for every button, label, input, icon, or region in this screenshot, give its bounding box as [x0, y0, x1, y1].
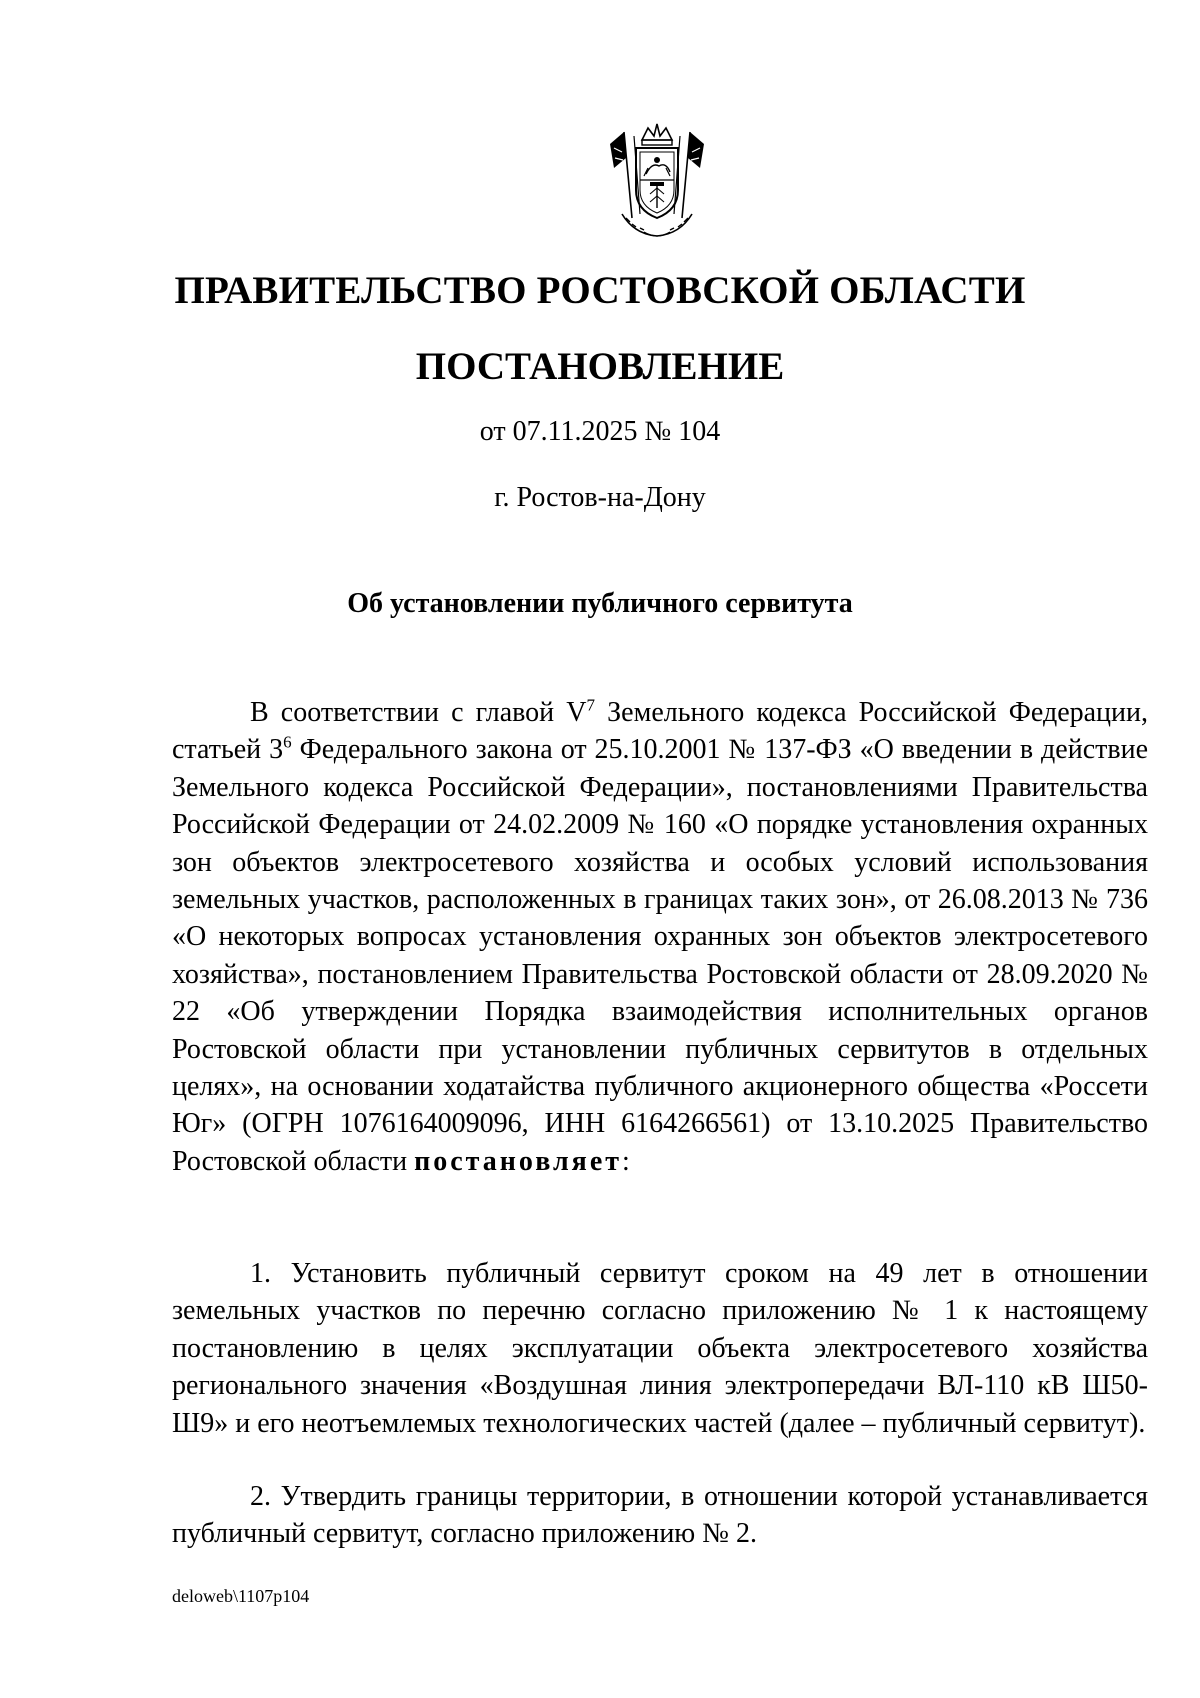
- preamble-part1: В соответствии с главой V: [250, 697, 587, 728]
- item-2-paragraph: [172, 1478, 1148, 1553]
- decree-date-number: от 07.11.2025 № 104: [479, 416, 721, 447]
- item-1-text: 1. Установить публичный сервитут сроком на 49 лет в отношении земельных участков по перечню согласно приложению № 1 к настоящему постановлению в целях эксплуатации объекта электросетевого хозяйства регионального значения «Воздушная линия электропередачи ВЛ-110 кВ Ш50-Ш9» и его неотъемлемых технологических частей (далее – публичный сервитут).: [172, 1258, 1148, 1439]
- preamble-tail: :: [622, 1145, 630, 1177]
- document-registry-code: deloweb\1107p104: [172, 1586, 310, 1606]
- coat-of-arms-icon: [604, 118, 710, 242]
- resolves-word: постановляет: [414, 1145, 623, 1177]
- decree-subject: Об установлении публичного сервитута: [347, 588, 853, 619]
- superscript-chapter: 7: [586, 695, 596, 715]
- document-type-title: ПОСТАНОВЛЕНИЕ: [415, 345, 785, 388]
- decree-city: г. Ростов-на-Дону: [494, 482, 706, 513]
- superscript-article: 6: [283, 733, 292, 753]
- item-1-paragraph: [172, 1255, 1148, 1442]
- item-2-text: 2. Утвердить границы территории, в отношении которой устанавливается публичный сервитут, согласно приложению № 2.: [172, 1481, 1148, 1550]
- preamble-part3: Федерального закона от 25.10.2001 № 137-ФЗ «О введении в действие Земельного кодекса Российской Федерации», постановлениями Правительства Российской Федерации от 24.02.2009 № 160 «О порядке установления охранных зон объектов электросетевого хозяйства и особых условий использования земельных участков, расположенных в границах таких зон», от 26.08.2013 № 736 «О некоторых вопросах установления охранных зон объектов электросетевого хозяйства», постановлением Правительства Ростовской области от 28.09.2020 № 22 «Об утверждении Порядка взаимодействия исполнительных органов Ростовской области при установлении публичных сервитутов в отдельных целях», на основании ходатайства публичного акционерного общества «Россети Юг» (ОГРН 1076164009096, ИНН 6164266561) от 13.10.2025 Правительство Ростовской области: [172, 734, 1148, 1177]
- preamble-paragraph: [172, 694, 1148, 1180]
- preamble-part2: Земельного кодекса Российской Федерации, статьей 3: [172, 697, 1148, 766]
- government-title: ПРАВИТЕЛЬСТВО РОСТОВСКОЙ ОБЛАСТИ: [174, 269, 1026, 312]
